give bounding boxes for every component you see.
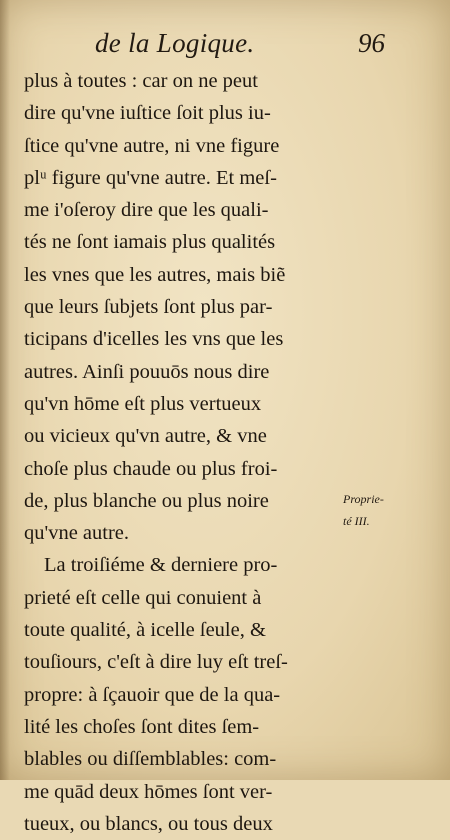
text-line: blables ou diſſemblables: com-: [24, 748, 277, 771]
text-line: qu'vn hōme eſt plus vertueux: [24, 392, 262, 415]
page-number: 96: [358, 28, 385, 58]
text-line: plᵘ figure qu'vne autre. Et meſ-: [24, 166, 277, 189]
text-line: tueux, ou blancs, ou tous deux: [24, 812, 273, 835]
text-line: touſiours, c'eſt à dire luy eſt treſ-: [24, 651, 288, 674]
text-line: me i'oſeroy dire que les quali-: [24, 199, 269, 222]
running-title: de la Logique.: [95, 28, 255, 58]
paragraph-first-line: La troiſiéme & derniere pro-: [44, 554, 278, 577]
margin-note: [343, 488, 403, 532]
running-head: [95, 28, 395, 62]
text-line: ou vicieux qu'vn autre, & vne: [24, 425, 267, 448]
text-line: que leurs ſubjets ſont plus par-: [24, 296, 273, 319]
text-line: ticipans d'icelles les vns que les: [24, 328, 284, 351]
text-line: plus à toutes : car on ne peut: [24, 70, 258, 92]
text-line: propre: à ſçauoir que de la qua-: [24, 683, 281, 706]
text-line: prieté eſt celle qui conuient à: [24, 586, 262, 609]
margin-note-line: Proprie-: [343, 492, 384, 506]
text-line: toute qualité, à icelle ſeule, &: [24, 619, 266, 642]
text-line: de, plus blanche ou plus noire: [24, 489, 269, 512]
text-line: qu'vne autre.: [24, 522, 130, 545]
text-line: les vnes que les autres, mais biẽ: [24, 263, 286, 286]
text-line: lité les choſes ſont dites ſem-: [24, 715, 260, 738]
body-text: [24, 65, 344, 840]
text-line: choſe plus chaude ou plus froi-: [24, 457, 278, 480]
text-line: ſtice qu'vne autre, ni vne figure: [24, 134, 280, 157]
text-line: dire qu'vne iuſtice ſoit plus iu-: [24, 102, 271, 125]
text-line: me quād deux hōmes ſont ver-: [24, 780, 273, 803]
text-line: autres. Ainſi pouuōs nous dire: [24, 360, 270, 383]
margin-note-line: té III.: [343, 514, 370, 528]
text-line: tés ne ſont iamais plus qualités: [24, 231, 276, 254]
